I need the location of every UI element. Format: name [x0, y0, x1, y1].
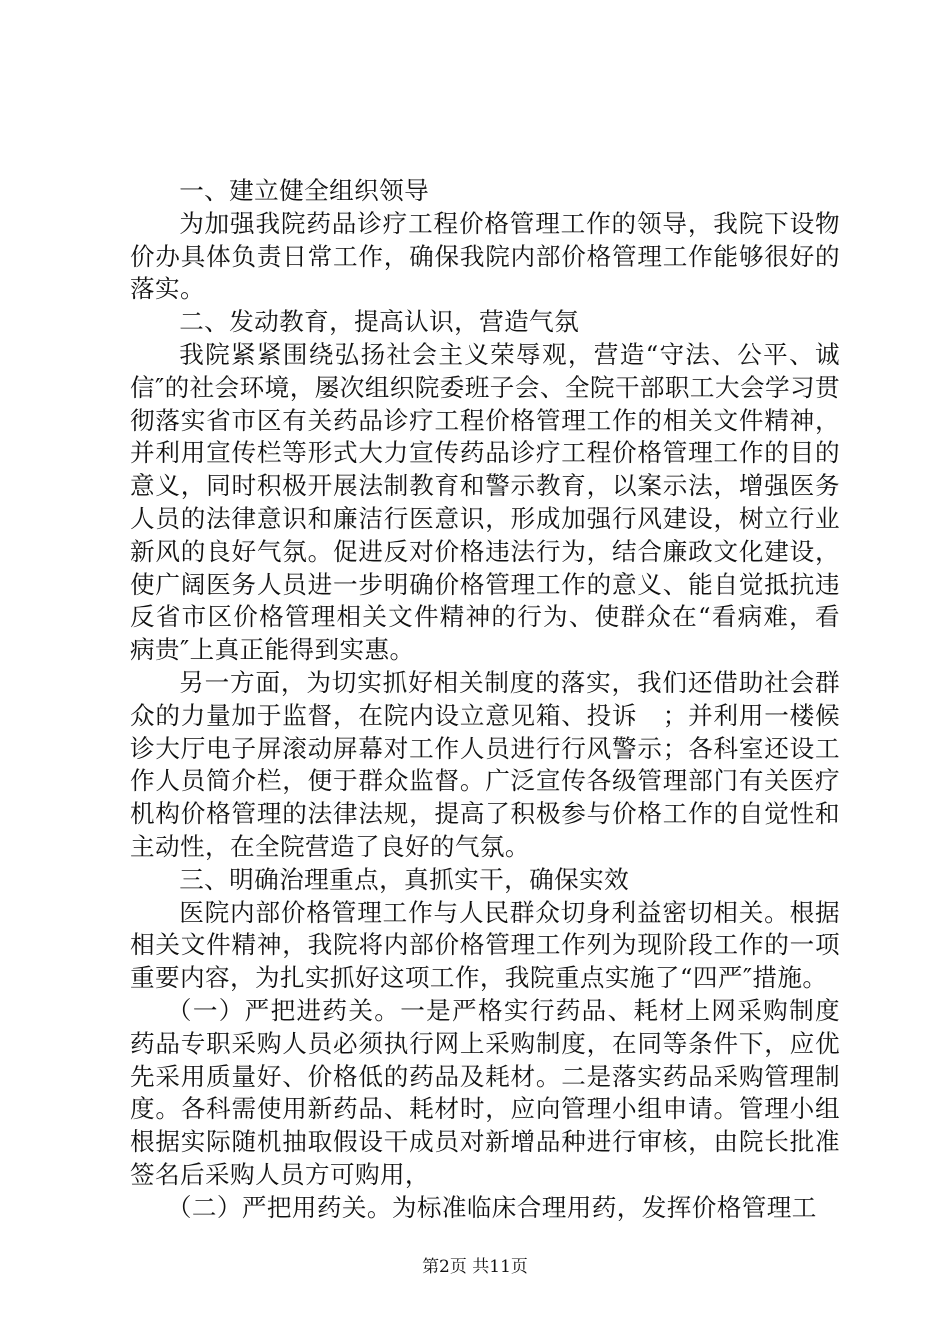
- section-heading-2: 二、发动教育，提高认识，营造气氛: [179, 307, 580, 337]
- section-heading-1: 一、建立健全组织领导: [179, 176, 430, 205]
- page-number-footer: 第2页 共11页: [422, 1257, 528, 1277]
- paragraph: 另一方面，为切实抓好相关制度的落实，我们还借助社会群众的力量加于监督，在院内设立意见箱、投诉 ；并利用一楼候诊大厅电子屏滚动屏幕对工作人员进行行风警示；各科室还设工作人员简介栏，便于群众监督。广泛宣传各级管理部门有关医疗机构价格管理的法律法规，提高了积极参与价格工作的自觉性和主动性，在全院营造了良好的气氛。: [130, 667, 840, 861]
- sub-item-2: （二）严把用药关。为标准临床合理用药，发挥价格管理工: [166, 1192, 817, 1222]
- paragraph: 医院内部价格管理工作与人民群众切身利益密切相关。根据相关文件精神，我院将内部价格管理工作列为现阶段工作的一项重要内容，为扎实抓好这项工作，我院重点实施了“四严″措施。: [130, 897, 840, 993]
- document-body: [130, 175, 840, 1225]
- paragraph: 为加强我院药品诊疗工程价格管理工作的领导，我院下设物价办具体负责日常工作，确保我院内部价格管理工作能够很好的落实。: [130, 208, 840, 304]
- section-heading-3: 三、明确治理重点，真抓实干，确保实效: [179, 864, 630, 894]
- sub-item-1: （一）严把进药关。一是严格实行药品、耗材上网采购制度药品专职采购人员必须执行网上采购制度，在同等条件下，应优先采用质量好、价格低的药品及耗材。二是落实药品采购管理制度。各科需使用新药品、耗材时，应向管理小组申请。管理小组根据实际随机抽取假设干成员对新增品种进行审核，由院长批准签名后采购人员方可购用，: [130, 995, 840, 1189]
- paragraph: 我院紧紧围绕弘扬社会主义荣辱观，营造“守法、公平、诚信″的社会环境，屡次组织院委班子会、全院干部职工大会学习贯彻落实省市区有关药品诊疗工程价格管理工作的相关文件精神，并利用宣传栏等形式大力宣传药品诊疗工程价格管理工作的目的意义，同时积极开展法制教育和警示教育，以案示法，增强医务人员的法律意识和廉洁行医意识，形成加强行风建设，树立行业新风的良好气氛。促进反对价格违法行为，结合廉政文化建设，使广阔医务人员进一步明确价格管理工作的意义、能自觉抵抗违反省市区价格管理相关文件精神的行为、使群众在“看病难，看病贵″上真正能得到实惠。: [130, 339, 840, 665]
